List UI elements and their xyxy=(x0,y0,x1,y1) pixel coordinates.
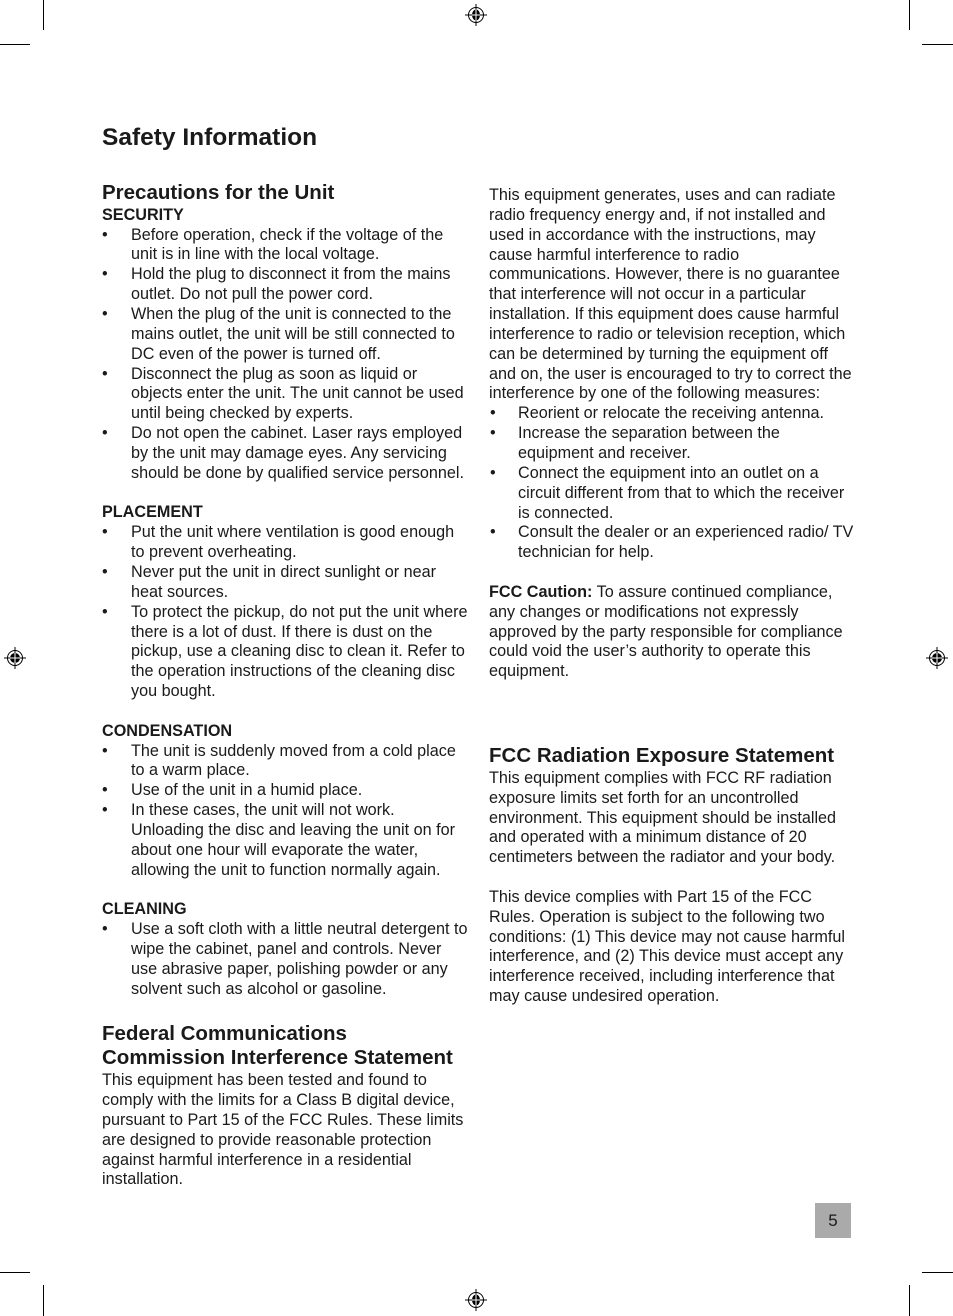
list-item: • Hold the plug to disconnect it from the mains outlet. Do not pull the power cord. xyxy=(102,265,451,304)
crop-mark-bottom-right-vertical xyxy=(909,1285,910,1316)
bullet-icon: • xyxy=(490,463,496,482)
condensation-heading: CONDENSATION xyxy=(102,721,233,740)
crop-mark-bottom-left-horizontal xyxy=(0,1272,30,1273)
placement-list xyxy=(102,523,470,702)
list-item: • Before operation, check if the voltage of the unit is in line with the local voltage. xyxy=(102,225,444,264)
list-item: • Do not open the cabinet. Laser rays employed by the unit may damage eyes. Any servicing should be done by qualified service personnel. xyxy=(102,424,464,482)
list-item: • Put the unit where ventilation is good enough to prevent overheating. xyxy=(102,523,455,562)
spacer xyxy=(489,868,859,888)
cleaning-heading: CLEANING xyxy=(102,900,187,919)
bullet-icon: • xyxy=(102,523,108,542)
spacer xyxy=(489,563,859,583)
registration-mark-icon xyxy=(926,647,948,669)
crop-mark-bottom-left-vertical xyxy=(43,1285,44,1316)
list-item: • Never put the unit in direct sunlight or near heat sources. xyxy=(102,562,437,601)
security-heading: SECURITY xyxy=(102,205,184,224)
cleaning-section xyxy=(102,900,470,999)
radiation-heading: FCC Radiation Exposure Statement xyxy=(489,744,835,768)
registration-mark-icon xyxy=(465,1289,487,1311)
spacer xyxy=(489,682,859,744)
spacer xyxy=(102,880,470,900)
bullet-icon: • xyxy=(102,781,108,800)
bullet-icon: • xyxy=(102,424,108,443)
crop-mark-top-right-horizontal xyxy=(922,44,953,45)
crop-mark-top-right-vertical xyxy=(909,0,910,30)
crop-mark-top-left-horizontal xyxy=(0,44,30,45)
registration-mark-icon xyxy=(465,4,487,26)
list-item: • The unit is suddenly moved from a cold place to a warm place. xyxy=(102,741,456,780)
spacer xyxy=(102,484,470,504)
security-list xyxy=(102,226,470,484)
bullet-icon: • xyxy=(102,225,108,244)
crop-mark-top-left-vertical xyxy=(43,0,44,30)
fcc-caution-label: FCC Caution: xyxy=(489,582,593,601)
bullet-icon: • xyxy=(102,364,108,383)
list-item: • When the plug of the unit is connected to the mains outlet, the unit will be still connected to DC even of the power is turned off. xyxy=(102,305,455,363)
placement-section xyxy=(102,503,470,701)
bullet-icon: • xyxy=(102,265,108,284)
fcc-interference-body: This equipment has been tested and found to comply with the limits for a Class B digital device, pursuant to Part 15 of the FCC Rules. These limits are designed to provide reasonable protection against harmful interference in a residential installation. xyxy=(102,1071,464,1189)
list-item: • In these cases, the unit will not work. Unloading the disc and leaving the unit on for about one hour will evaporate the water, allowing the unit to function normally again. xyxy=(102,801,455,879)
left-column xyxy=(102,181,470,1190)
measures-list xyxy=(489,404,859,563)
cleaning-list xyxy=(102,920,470,999)
bullet-icon: • xyxy=(102,741,108,760)
page-title: Safety Information xyxy=(102,124,318,151)
list-item: • Connect the equipment into an outlet on a circuit different from that to which the receiver is connected. xyxy=(490,463,845,522)
spacer xyxy=(102,702,470,722)
bullet-icon: • xyxy=(102,801,108,820)
list-item: • Use a soft cloth with a little neutral detergent to wipe the cabinet, panel and controls. Never use abrasive paper, polishing powder or any solvent such as alcohol or gasoline. xyxy=(102,920,468,998)
fcc-caution: FCC Caution: To assure continued compliance, any changes or modifications not expressly approved by the party responsible for compliance could void the user’s authority to operate this equipment. xyxy=(489,582,843,681)
crop-mark-bottom-right-horizontal xyxy=(922,1272,953,1273)
list-item: • To protect the pickup, do not put the unit where there is a lot of dust. If there is dust on the pickup, use a cleaning disc to clean it. Refer to the operation instructions of the cleaning disc you bought. xyxy=(102,602,468,701)
list-item: • Increase the separation between the equipment and receiver. xyxy=(490,424,780,462)
precautions-heading: Precautions for the Unit xyxy=(102,181,335,204)
list-item: • Disconnect the plug as soon as liquid or objects enter the unit. The unit cannot be used until being checked by experts. xyxy=(102,364,464,423)
list-item: • Reorient or relocate the receiving antenna. xyxy=(490,404,824,423)
interference-intro: This equipment generates, uses and can radiate radio frequency energy and, if not installed and used in accordance with the instructions, may cause harmful interference to radio communications. However, there is no guarantee that interference will not occur in a particular installation. If this equipment does cause harmful interference to radio or television reception, which can be determined by turning the equipment off and on, the user is encouraged to try to correct the interference by one of the following measures: xyxy=(489,186,852,403)
condensation-section xyxy=(102,722,470,881)
list-item: • Consult the dealer or an experienced radio/ TV technician for help. xyxy=(490,523,854,562)
radiation-section xyxy=(489,744,859,1007)
condensation-list xyxy=(102,742,470,881)
bullet-icon: • xyxy=(490,424,496,443)
bullet-icon: • xyxy=(102,305,108,324)
security-section xyxy=(102,206,470,484)
fcc-interference-heading: Federal Communications Commission Interference Statement xyxy=(102,1021,453,1070)
registration-mark-icon xyxy=(4,647,26,669)
placement-heading: PLACEMENT xyxy=(102,503,203,522)
bullet-icon: • xyxy=(102,920,108,939)
list-item: • Use of the unit in a humid place. xyxy=(102,781,363,800)
bullet-icon: • xyxy=(490,404,496,423)
bullet-icon: • xyxy=(102,562,108,581)
bullet-icon: • xyxy=(102,602,108,621)
spacer xyxy=(102,1000,470,1022)
fcc-interference-section xyxy=(102,1022,470,1191)
radiation-body-2: This device complies with Part 15 of the FCC Rules. Operation is subject to the following two conditions: (1) This device may not cause harmful interference, and (2) This device must accept any interference received, including interference that may cause undesired operation. xyxy=(489,887,845,1006)
right-column xyxy=(489,186,859,1007)
radiation-body-1: This equipment complies with FCC RF radiation exposure limits set forth for an uncontrolled environment. This equipment should be installed and operated with a minimum distance of 20 centimeters between the radiator and your body. xyxy=(489,768,837,867)
bullet-icon: • xyxy=(490,523,496,542)
page-number: 5 xyxy=(815,1203,851,1238)
